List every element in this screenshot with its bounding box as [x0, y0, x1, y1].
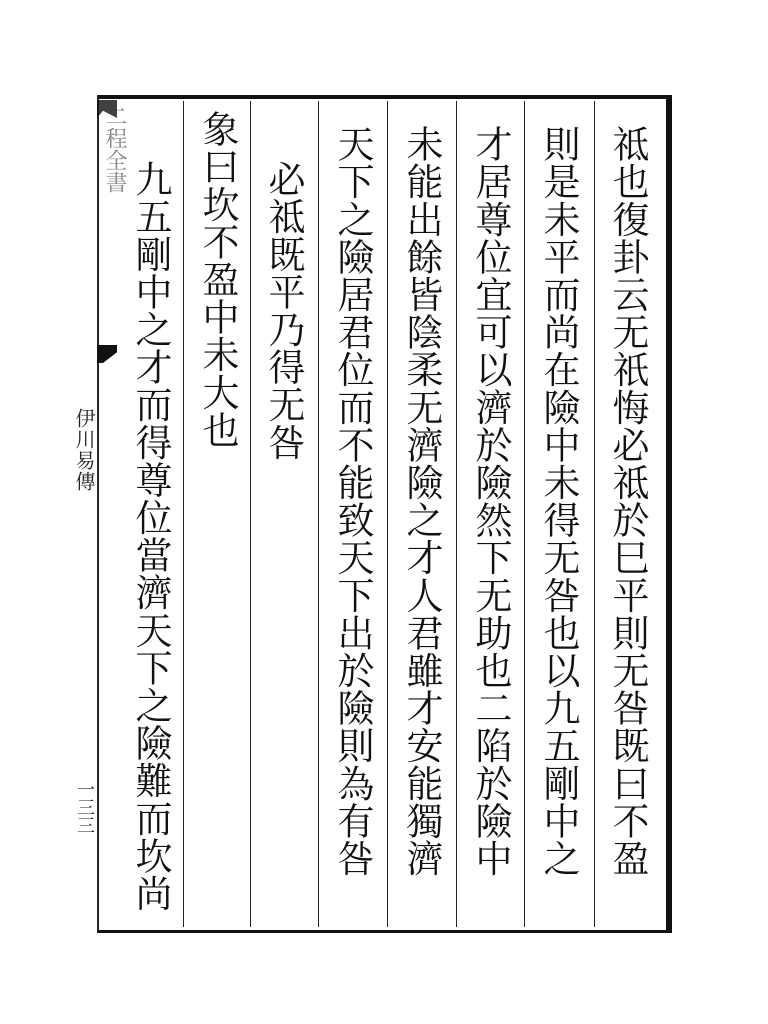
column-text: 未能出餘皆陰柔无濟險之才人君雖才安能獨濟	[400, 125, 443, 877]
text-column-7	[192, 110, 242, 910]
column-text: 則是未平而尚在險中未得无咎也以九五剛中之	[537, 125, 580, 877]
column-text: 九五剛中之才而得尊位當濟天下之險難而坎尚	[129, 160, 172, 912]
column-text: 才居尊位宜可以濟於險然下无助也二陷於險中	[469, 125, 512, 877]
column-divider	[318, 101, 319, 927]
margin-rule	[97, 99, 98, 929]
column-divider	[594, 101, 595, 927]
text-column-6	[258, 160, 308, 960]
page-frame	[97, 95, 672, 933]
column-divider	[456, 101, 457, 927]
text-column-1	[602, 125, 652, 925]
column-divider	[183, 101, 184, 927]
margin-book-title: 二程全書	[102, 105, 127, 193]
column-divider	[250, 101, 251, 927]
column-text: 祗也復卦云无祇悔必祗於巳平則无咎既曰不盈	[606, 125, 649, 877]
margin-page-number: 一三三	[74, 780, 95, 834]
column-divider	[524, 101, 525, 927]
column-divider	[387, 101, 388, 927]
column-text: 天下之險居君位而不能致天下出於險則為有咎	[331, 125, 374, 877]
text-column-5	[327, 125, 377, 925]
text-column-4	[396, 125, 446, 925]
text-column-8	[125, 160, 175, 960]
text-column-2	[533, 125, 583, 925]
margin-chapter-title: 伊川易傳	[72, 408, 96, 492]
text-column-3	[465, 125, 515, 925]
border-top	[97, 95, 672, 99]
column-text: 必祗既平乃得无咎	[262, 160, 305, 461]
column-text: 象曰坎不盈中未大也	[196, 110, 239, 449]
border-right	[666, 95, 672, 933]
border-bottom	[97, 930, 672, 933]
